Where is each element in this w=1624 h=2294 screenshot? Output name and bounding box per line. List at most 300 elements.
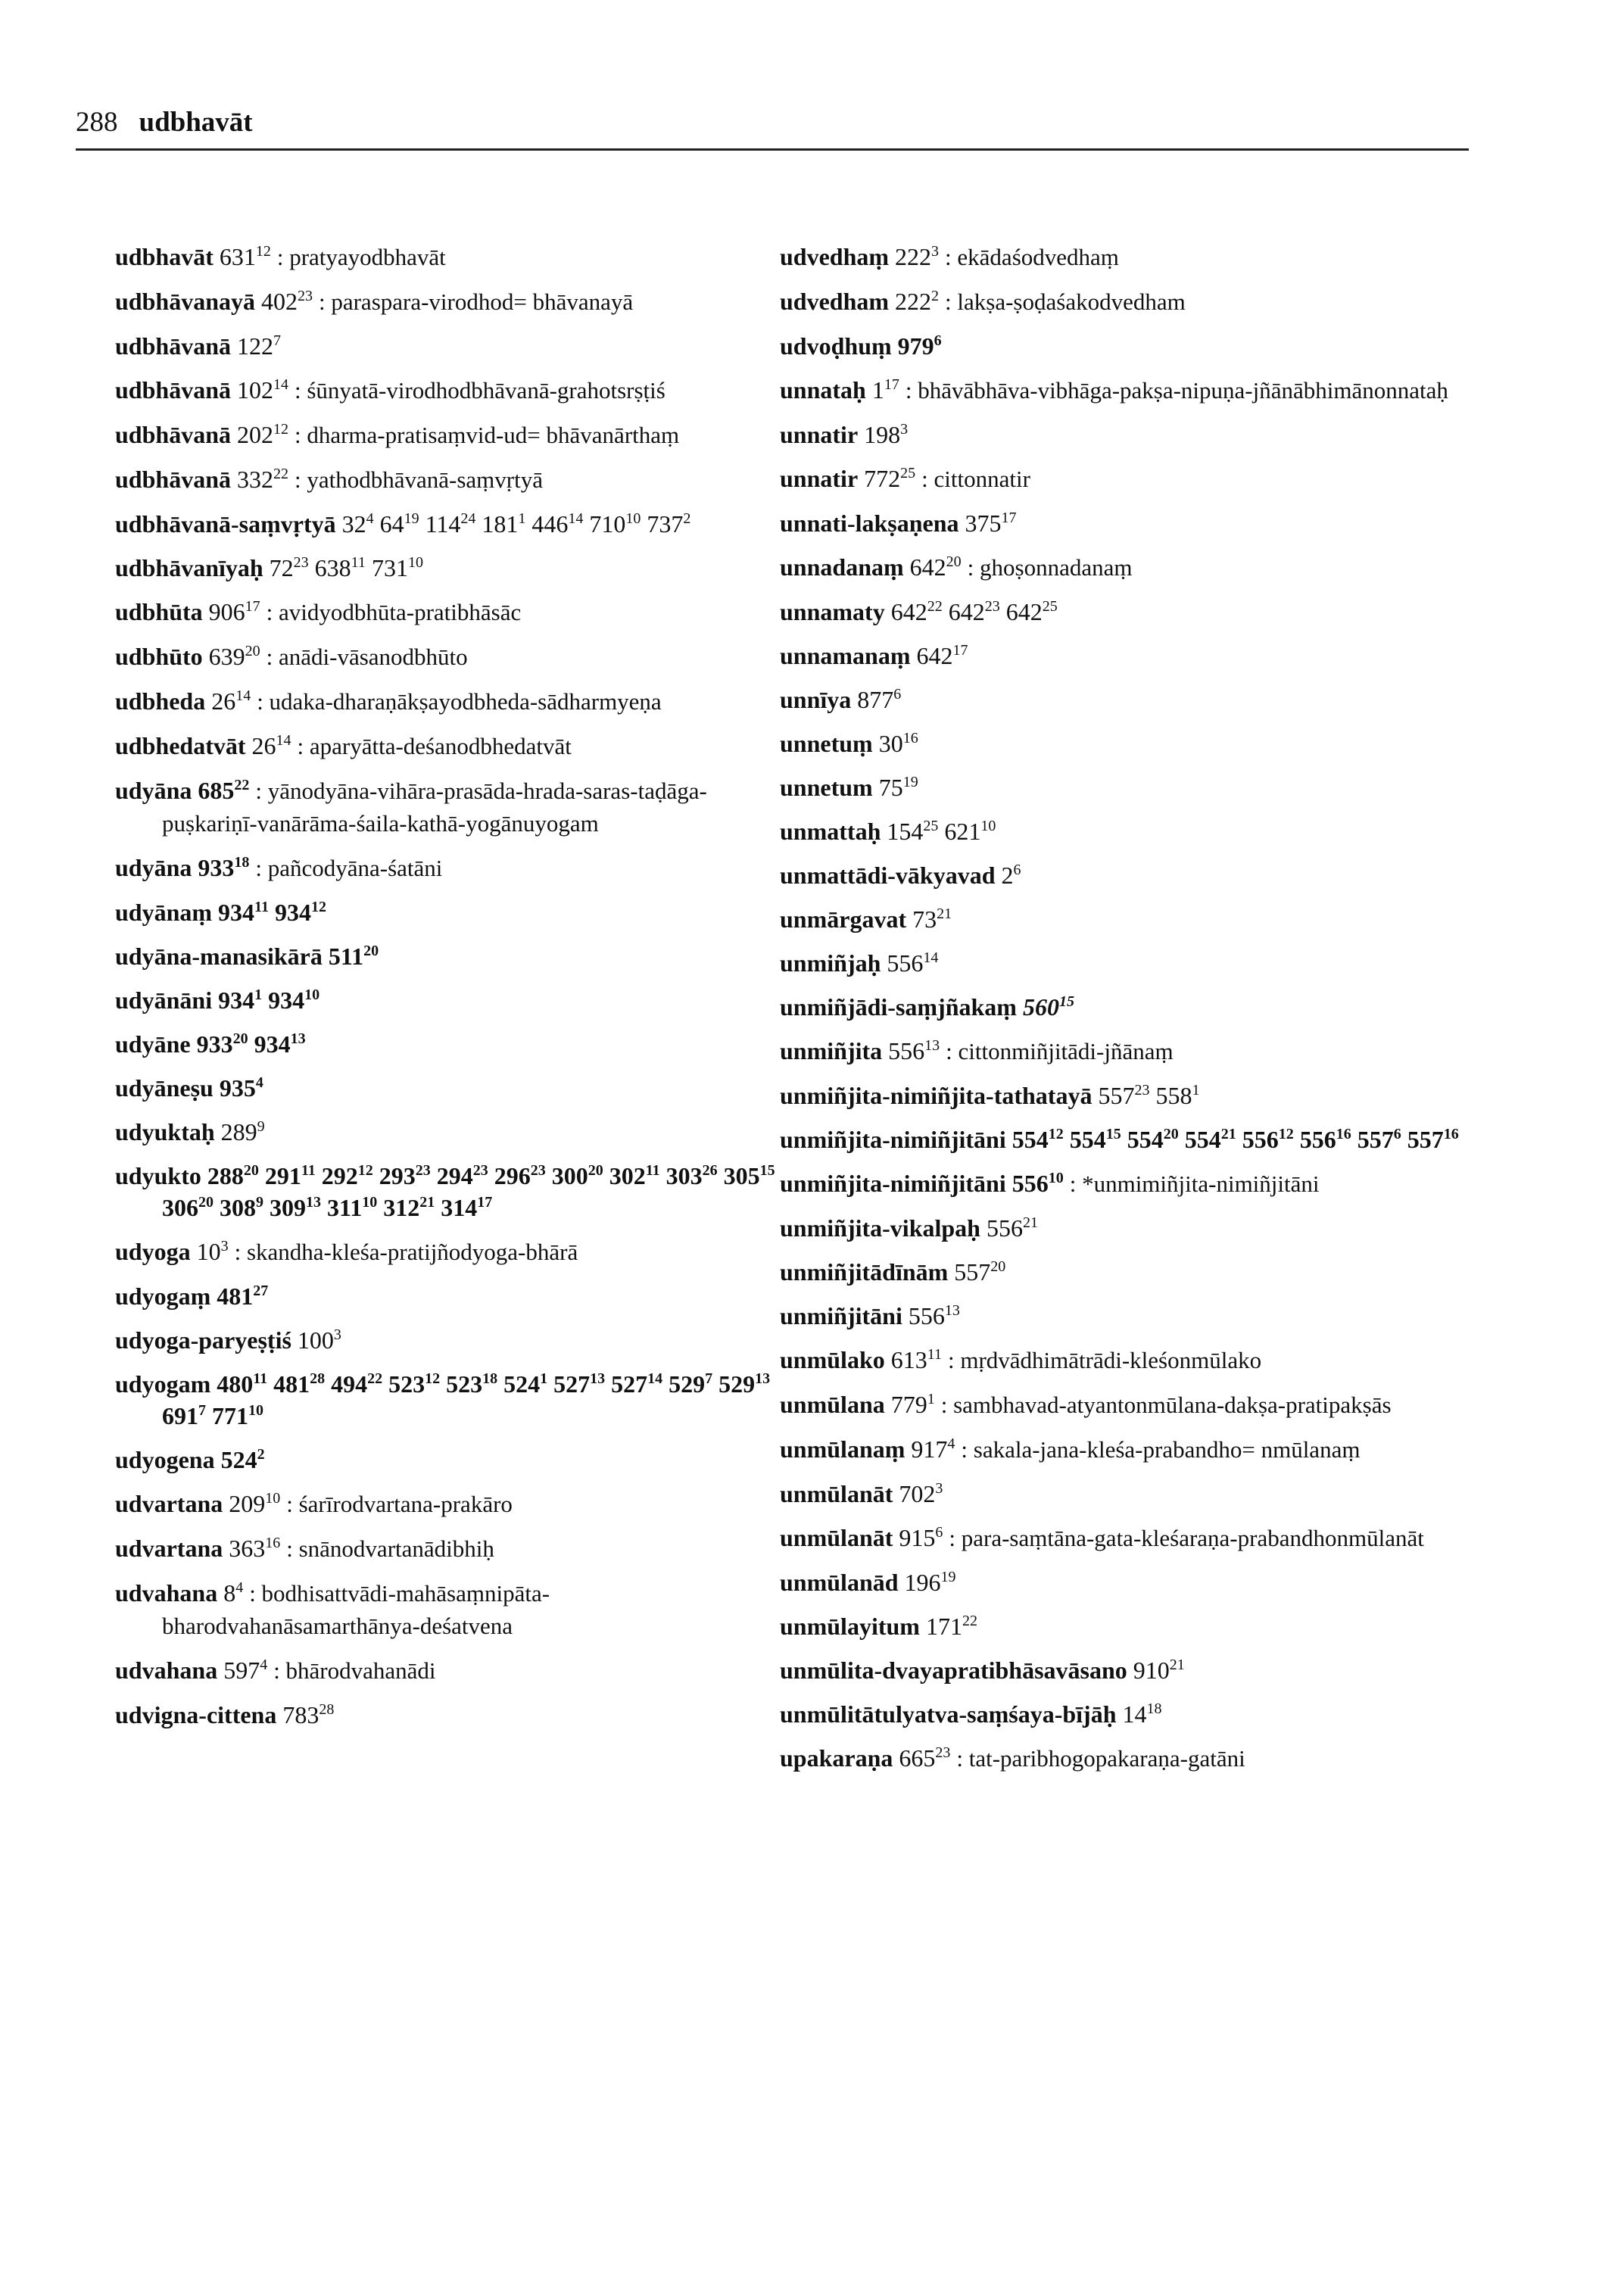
page-ref: $934^{10}$ xyxy=(268,986,320,1014)
entry-headword: udvedham xyxy=(780,288,890,315)
entry-context: : ekādaśodvedhaṃ xyxy=(945,244,1119,270)
index-entry xyxy=(115,852,781,884)
entry-references xyxy=(858,465,915,492)
entry-context: : śūnyatā-virodhodbhāvanā-grahotsrṣṭiś xyxy=(294,377,665,404)
entry-headword: udvedhaṃ xyxy=(780,243,890,270)
line-ref: 23 xyxy=(472,1162,488,1179)
index-entry xyxy=(780,1212,1465,1244)
line-ref: 20 xyxy=(990,1258,1006,1275)
page-ref: $527^{13}$ xyxy=(553,1370,606,1398)
line-ref: 11 xyxy=(253,1370,268,1387)
entry-headword: udbhāvanayā xyxy=(115,288,255,315)
page-ref: $524^1$ xyxy=(503,1370,548,1398)
entry-headword: unmiñjitāni xyxy=(780,1302,902,1329)
line-ref: 21 xyxy=(1220,1126,1236,1142)
page-ref: $621^{10}$ xyxy=(944,818,996,845)
entry-context: : mṛdvādhimātrādi-kleśonmūlako xyxy=(948,1347,1262,1373)
page-ref: $731^{10}$ xyxy=(371,554,423,581)
entry-headword: unmiñjita-vikalpaḥ xyxy=(780,1214,980,1242)
entry-headword: unnīya xyxy=(780,686,852,713)
entry-references xyxy=(291,1326,341,1354)
line-ref: 6 xyxy=(1393,1126,1401,1142)
entry-headword: udyogena xyxy=(115,1446,215,1473)
entry-headword: unmiñjita-nimiñjitāni xyxy=(780,1126,1006,1153)
page-ref: $554^{12}$ xyxy=(1011,1126,1064,1153)
page-ref: $14^{18}$ xyxy=(1122,1700,1162,1728)
index-entry xyxy=(115,552,781,584)
entry-references xyxy=(162,1162,775,1221)
page-ref: $685^{22}$ xyxy=(198,777,250,804)
line-ref: 11 xyxy=(927,1346,942,1363)
entry-headword: unnetuṃ xyxy=(780,730,873,757)
entry-headword: udbhāvanā-saṃvṛtyā xyxy=(115,510,336,538)
line-ref: 1 xyxy=(1192,1082,1200,1099)
entry-references xyxy=(246,732,291,759)
index-entry xyxy=(115,1236,781,1268)
page-number: 288 xyxy=(76,107,118,138)
page-ref: $556^{14}$ xyxy=(887,949,939,977)
page-ref: $209^{10}$ xyxy=(229,1490,281,1517)
entry-headword: udyāna xyxy=(115,777,192,804)
line-ref: 19 xyxy=(902,774,918,790)
entry-references xyxy=(192,777,249,804)
line-ref: 13 xyxy=(590,1370,606,1387)
line-ref: 25 xyxy=(900,465,916,482)
entry-references xyxy=(162,1370,770,1429)
line-ref: 7 xyxy=(273,332,281,349)
entry-references xyxy=(212,986,320,1014)
index-entry xyxy=(780,596,1465,628)
page-ref: $771^{10}$ xyxy=(212,1402,263,1429)
page-ref: $314^{17}$ xyxy=(441,1194,493,1221)
page-ref: $642^{20}$ xyxy=(909,553,962,581)
page-ref: $481^{27}$ xyxy=(217,1283,269,1310)
index-entry xyxy=(115,1699,781,1731)
line-ref: 20 xyxy=(232,1030,248,1047)
page-ref: $906^{17}$ xyxy=(208,598,260,625)
line-ref: 13 xyxy=(755,1370,771,1387)
page-ref: $511^{20}$ xyxy=(328,943,379,970)
page-ref: $554^{15}$ xyxy=(1069,1126,1121,1153)
entry-headword: udbhāvanā xyxy=(115,376,231,404)
line-ref: 2 xyxy=(931,288,940,304)
line-ref: 18 xyxy=(234,854,250,871)
page-ref: $979^6$ xyxy=(897,332,942,360)
page-ref: $2^6$ xyxy=(1001,862,1021,889)
entry-references xyxy=(906,905,952,933)
entry-headword: udvigna-cittena xyxy=(115,1701,277,1728)
entry-references xyxy=(889,243,939,270)
entry-headword: unnatir xyxy=(780,465,859,492)
page-ref: $10^3$ xyxy=(196,1238,229,1265)
page-ref: $702^3$ xyxy=(899,1480,943,1507)
index-entry xyxy=(780,947,1465,979)
index-entry xyxy=(115,419,781,451)
page-ref: $557^6$ xyxy=(1357,1126,1401,1153)
page-ref: $300^{20}$ xyxy=(551,1162,603,1189)
line-ref: 6 xyxy=(1013,862,1021,878)
page-ref: $556^{10}$ xyxy=(1011,1170,1064,1197)
page-ref: $915^6$ xyxy=(899,1524,943,1551)
entry-references xyxy=(1117,1700,1162,1728)
line-ref: 10 xyxy=(304,986,320,1003)
entry-references xyxy=(215,1446,265,1473)
line-ref: 21 xyxy=(1022,1214,1038,1231)
page-ref: $556^{21}$ xyxy=(986,1214,1038,1242)
entry-headword: udvahana xyxy=(115,1579,218,1607)
index-entry xyxy=(780,771,1465,803)
line-ref: 23 xyxy=(935,1744,951,1761)
page-ref: $934^{12}$ xyxy=(274,899,326,926)
entry-context: : tat-paribhogopakaraṇa-gatāni xyxy=(956,1745,1245,1772)
line-ref: 7 xyxy=(198,1402,206,1419)
entry-headword: unmūlanaṃ xyxy=(780,1435,906,1463)
index-entry xyxy=(115,1324,781,1356)
entry-headword: unmūlanād xyxy=(780,1569,899,1596)
index-entry xyxy=(115,1444,781,1476)
page-ref: $933^{20}$ xyxy=(196,1030,248,1058)
page-ref: $524^2$ xyxy=(220,1446,265,1473)
index-entry xyxy=(780,1256,1465,1288)
line-ref: 12 xyxy=(310,899,326,915)
entry-context: : sakala-jana-kleśa-prabandho= nmūlanaṃ xyxy=(961,1436,1361,1463)
index-entry xyxy=(115,1160,781,1223)
entry-references xyxy=(1092,1082,1199,1109)
line-ref: 15 xyxy=(1105,1126,1121,1142)
page-ref: $154^{25}$ xyxy=(887,818,939,845)
line-ref: 13 xyxy=(306,1194,321,1211)
entry-references xyxy=(1017,993,1074,1021)
index-entry xyxy=(115,641,781,673)
page-ref: $309^{13}$ xyxy=(270,1194,321,1221)
entry-headword: udvoḍhuṃ xyxy=(780,332,892,360)
entry-references xyxy=(851,686,901,713)
index-entry xyxy=(780,991,1465,1023)
page-ref: $122^7$ xyxy=(236,332,281,360)
line-ref: 1 xyxy=(518,510,526,527)
line-ref: 22 xyxy=(962,1613,977,1629)
entry-headword: unmūlayitum xyxy=(780,1613,920,1640)
index-entry xyxy=(780,1566,1465,1598)
page-ref: $642^{17}$ xyxy=(916,642,968,669)
line-ref: 14 xyxy=(647,1370,663,1387)
entry-references xyxy=(323,943,379,970)
page-ref: $332^{22}$ xyxy=(236,466,288,493)
entry-context: : snānodvartanādibhiḥ xyxy=(286,1535,494,1562)
entry-headword: unmattādi-vākyavad xyxy=(780,862,996,889)
entry-references xyxy=(192,854,249,881)
page-ref: $64^{19}$ xyxy=(379,510,419,538)
page-ref: $556^{16}$ xyxy=(1299,1126,1351,1153)
line-ref: 14 xyxy=(276,732,291,749)
line-ref: 23 xyxy=(984,598,1000,615)
line-ref: 20 xyxy=(1163,1126,1179,1142)
page-ref: $291^{11}$ xyxy=(264,1162,316,1189)
entry-context: : pratyayodbhavāt xyxy=(276,244,446,270)
page-ref: $557^{23}$ xyxy=(1098,1082,1150,1109)
line-ref: 1 xyxy=(927,1391,935,1407)
entry-context: : pañcodyāna-śatāni xyxy=(255,855,443,881)
entry-headword: unmūlanāt xyxy=(780,1524,893,1551)
page-ref: $26^{14}$ xyxy=(251,732,291,759)
page-ref: $8^4$ xyxy=(223,1579,244,1607)
entry-headword: unmiñjita-nimiñjita-tathatayā xyxy=(780,1082,1093,1109)
index-entry xyxy=(780,1389,1465,1421)
page-ref: $196^{19}$ xyxy=(904,1569,956,1596)
entry-context: : udaka-dharaṇākṣayodbheda-sādharmyeṇa xyxy=(257,688,662,715)
page-ref: $783^{28}$ xyxy=(282,1701,335,1728)
entry-references xyxy=(215,1118,265,1145)
page-ref: $363^{16}$ xyxy=(229,1535,281,1562)
entry-context: : lakṣa-ṣoḍaśakodvedham xyxy=(945,288,1186,315)
page-ref: $554^{20}$ xyxy=(1127,1126,1179,1153)
running-headword: udbhavāt xyxy=(139,107,253,138)
page-ref: $597^4$ xyxy=(223,1657,268,1684)
index-entry xyxy=(115,1368,781,1432)
line-ref: 11 xyxy=(351,554,366,571)
line-ref: 18 xyxy=(482,1370,498,1387)
index-entry xyxy=(115,1116,781,1148)
entry-context: : yathodbhāvanā-saṃvṛtyā xyxy=(294,466,543,493)
page-ref: $933^{18}$ xyxy=(198,854,250,881)
page-ref: $32^4$ xyxy=(341,510,374,538)
entry-references xyxy=(214,1074,263,1102)
line-ref: 10 xyxy=(265,1490,281,1507)
entry-references xyxy=(336,510,691,538)
entry-references xyxy=(1006,1126,1459,1153)
index-entry xyxy=(115,241,781,273)
entry-references xyxy=(885,598,1058,625)
index-entry xyxy=(780,1167,1465,1200)
line-ref: 2 xyxy=(257,1446,265,1463)
line-ref: 20 xyxy=(588,1162,603,1179)
line-ref: 23 xyxy=(1134,1082,1150,1099)
line-ref: 23 xyxy=(297,288,313,304)
entry-headword: udbheda xyxy=(115,687,206,715)
page-ref: $691^7$ xyxy=(162,1402,206,1429)
entry-references xyxy=(214,243,271,270)
line-ref: 27 xyxy=(253,1283,269,1299)
line-ref: 12 xyxy=(273,421,288,438)
line-ref: 22 xyxy=(273,466,288,482)
entry-context: : avidyodbhūta-pratibhāsāc xyxy=(266,599,522,625)
line-ref: 12 xyxy=(357,1162,373,1179)
entry-references xyxy=(191,1030,306,1058)
line-ref: 12 xyxy=(425,1370,441,1387)
right-column xyxy=(780,241,1465,1787)
line-ref: 4 xyxy=(260,1657,268,1673)
line-ref: 23 xyxy=(530,1162,546,1179)
line-ref: 12 xyxy=(1048,1126,1064,1142)
entry-headword: unmiñjita xyxy=(780,1037,883,1064)
entry-references xyxy=(205,687,251,715)
entry-headword: udyāneṣu xyxy=(115,1074,214,1102)
page-ref: $181^1$ xyxy=(482,510,526,538)
page-ref: $311^{10}$ xyxy=(327,1194,378,1221)
page-ref: $665^{23}$ xyxy=(899,1744,951,1772)
entry-headword: unnadanaṃ xyxy=(780,553,904,581)
entry-references xyxy=(223,1490,280,1517)
entry-references xyxy=(191,1238,229,1265)
page-ref: $446^{14}$ xyxy=(531,510,584,538)
index-entry xyxy=(115,1280,781,1312)
page-ref: $296^{23}$ xyxy=(494,1162,546,1189)
line-ref: 16 xyxy=(265,1535,281,1551)
line-ref: 13 xyxy=(944,1302,960,1319)
index-entry xyxy=(780,507,1465,539)
entry-headword: udbhavāt xyxy=(115,243,214,270)
line-ref: 4 xyxy=(366,510,374,527)
index-entry xyxy=(780,1742,1465,1775)
entry-references xyxy=(203,598,260,625)
page-ref: $523^{18}$ xyxy=(446,1370,498,1398)
entry-references xyxy=(948,1258,1005,1286)
line-ref: 1 xyxy=(540,1370,548,1387)
index-entry xyxy=(115,896,781,928)
entry-references xyxy=(920,1613,977,1640)
entry-references xyxy=(882,1037,940,1064)
left-column xyxy=(115,241,781,1743)
line-ref: 4 xyxy=(235,1579,244,1596)
line-ref: 9 xyxy=(257,1118,265,1135)
entry-references xyxy=(217,1579,243,1607)
line-ref: 14 xyxy=(568,510,584,527)
index-entry xyxy=(780,374,1465,407)
entry-references xyxy=(873,774,918,801)
entry-context: : bhāvābhāva-vibhāga-pakṣa-nipuṇa-jñānābhimānonnataḥ xyxy=(905,377,1448,404)
entry-references xyxy=(893,1480,943,1507)
entry-headword: udyānaṃ xyxy=(115,899,213,926)
entry-references xyxy=(255,288,313,315)
line-ref: 12 xyxy=(255,243,271,260)
entry-headword: udbhāvanā xyxy=(115,421,231,448)
entry-context: : skandha-kleśa-pratijñodyoga-bhārā xyxy=(234,1239,578,1265)
entry-references xyxy=(231,466,288,493)
line-ref: 14 xyxy=(923,949,939,966)
line-ref: 19 xyxy=(404,510,419,527)
entry-context: : anādi-vāsanodbhūto xyxy=(266,644,468,670)
index-entry xyxy=(115,1532,781,1565)
entry-context: : aparyātta-deśanodbhedatvāt xyxy=(297,733,572,759)
entry-headword: unmiñjita-nimiñjitāni xyxy=(780,1170,1006,1197)
page-ref: $494^{22}$ xyxy=(331,1370,383,1398)
page-ref: $642^{22}$ xyxy=(890,598,943,625)
entry-headword: udvahana xyxy=(115,1657,218,1684)
line-ref: 4 xyxy=(947,1435,955,1452)
line-ref: 2 xyxy=(683,510,691,527)
line-ref: 16 xyxy=(1443,1126,1459,1142)
line-ref: 6 xyxy=(935,1524,943,1541)
entry-context: : para-saṃtāna-gata-kleśaraṇa-prabandhonmūlanāt xyxy=(949,1525,1424,1551)
page-ref: $613^{11}$ xyxy=(890,1346,942,1373)
index-entry xyxy=(115,596,781,628)
page-ref: $556^{12}$ xyxy=(1242,1126,1294,1153)
entry-headword: udyāne xyxy=(115,1030,191,1058)
entry-headword: upakaraṇa xyxy=(780,1744,893,1772)
index-entry xyxy=(780,1478,1465,1510)
page-ref: $1^{17}$ xyxy=(871,376,899,404)
page-ref: $171^{22}$ xyxy=(925,1613,977,1640)
entry-headword: unnetum xyxy=(780,774,873,801)
entry-context: : bodhisattvādi-mahāsaṃnipāta-bharodvahanāsamarthānya-deśatvena xyxy=(162,1580,550,1639)
line-ref: 4 xyxy=(255,1074,263,1091)
line-ref: 9 xyxy=(256,1194,263,1211)
entry-context: : *unmimiñjita-nimiñjitāni xyxy=(1069,1170,1320,1197)
entry-references xyxy=(902,1302,960,1329)
page-ref: $710^{10}$ xyxy=(589,510,641,538)
index-entry xyxy=(115,1654,781,1687)
line-ref: 10 xyxy=(1048,1170,1064,1186)
page-ref: $934^{11}$ xyxy=(218,899,269,926)
line-ref: 17 xyxy=(477,1194,493,1211)
line-ref: 10 xyxy=(407,554,423,571)
page-ref: $917^4$ xyxy=(911,1435,955,1463)
line-ref: 18 xyxy=(1146,1700,1162,1717)
page-ref: $30^{16}$ xyxy=(878,730,918,757)
line-ref: 17 xyxy=(245,598,260,615)
page-ref: $114^{24}$ xyxy=(425,510,476,538)
entry-headword: udyogaṃ xyxy=(115,1283,211,1310)
line-ref: 22 xyxy=(927,598,943,615)
entry-headword: udbhāvanā xyxy=(115,466,231,493)
entry-references xyxy=(1006,1170,1064,1197)
entry-headword: udyāna-manasikārā xyxy=(115,943,323,970)
page-ref: $303^{26}$ xyxy=(665,1162,718,1189)
entry-headword: udyuktaḥ xyxy=(115,1118,215,1145)
line-ref: 22 xyxy=(234,777,250,793)
page-ref: $72^{23}$ xyxy=(269,554,309,581)
entry-headword: unmūlita-dvayapratibhāsavāsano xyxy=(780,1657,1127,1684)
page-ref: $222^3$ xyxy=(895,243,940,270)
index-entry xyxy=(780,419,1465,450)
entry-references xyxy=(881,818,996,845)
entry-references xyxy=(899,1569,956,1596)
page-ref: $222^2$ xyxy=(895,288,940,315)
entry-references xyxy=(996,862,1021,889)
page-ref: $202^{12}$ xyxy=(236,421,288,448)
index-entry xyxy=(780,1698,1465,1730)
entry-references xyxy=(911,642,968,669)
entry-references xyxy=(892,332,942,360)
line-ref: 12 xyxy=(1278,1126,1294,1142)
page-ref: $306^{20}$ xyxy=(162,1194,214,1221)
line-ref: 21 xyxy=(1169,1657,1185,1673)
line-ref: 22 xyxy=(367,1370,383,1387)
entry-references xyxy=(858,421,908,448)
line-ref: 14 xyxy=(273,376,288,393)
entry-headword: unmattaḥ xyxy=(780,818,881,845)
line-ref: 10 xyxy=(362,1194,378,1211)
line-ref: 13 xyxy=(924,1037,940,1054)
entry-references xyxy=(959,510,1017,537)
entry-references xyxy=(980,1214,1038,1242)
entry-references xyxy=(231,421,288,448)
line-ref: 15 xyxy=(759,1162,775,1179)
line-ref: 10 xyxy=(625,510,641,527)
page-ref: $294^{23}$ xyxy=(436,1162,488,1189)
entry-headword: unnatir xyxy=(780,421,859,448)
entry-headword: udyogam xyxy=(115,1370,211,1398)
entry-references xyxy=(217,1657,267,1684)
entry-headword: udbhāvanīyaḥ xyxy=(115,554,263,581)
entry-headword: unmiñjādi-saṃjñakaṃ xyxy=(780,993,1017,1021)
index-entry xyxy=(115,330,781,362)
page-ref: $73^{21}$ xyxy=(912,905,952,933)
index-entry xyxy=(780,1654,1465,1686)
line-ref: 3 xyxy=(333,1326,341,1343)
line-ref: 20 xyxy=(363,943,379,959)
entry-references xyxy=(263,554,423,581)
